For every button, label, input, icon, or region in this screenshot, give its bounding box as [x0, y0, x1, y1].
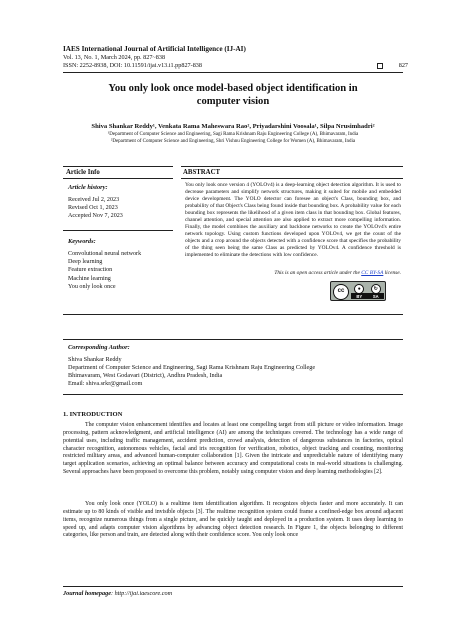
affiliation-1: ¹Department of Computer Science and Engineering, Sagi Rama Krishnam Raju Engineering College (A), Bhimavaram, India [107, 132, 359, 137]
by-label: BY [356, 293, 363, 299]
license-note [185, 270, 401, 276]
keywords-rule [63, 230, 173, 231]
article-info-rule-top [63, 166, 173, 167]
license-prefix: This is an open access article under the [274, 270, 362, 276]
corresponding-rule-bottom [63, 394, 403, 395]
journal-homepage [63, 590, 172, 597]
keyword-list [68, 250, 141, 291]
keywords-label: Keywords: [68, 238, 96, 245]
homepage-label: Journal homepage [63, 590, 111, 597]
article-info-rule-bottom [63, 178, 173, 179]
issn-line [63, 62, 408, 70]
cc-icon: cc [333, 284, 349, 300]
corresponding-dept: Department of Computer Science and Engineering, Sagi Rama Krishnam Raju Engineering College [68, 364, 316, 372]
article-history [68, 196, 123, 221]
article-info-heading: Article Info [66, 169, 100, 176]
affiliation-2: ²Department of Computer Science and Engineering, Shri Vishnu Engineering College for Women (A), Bhimavaram, India [110, 139, 356, 144]
intro-paragraph-2: You only look once (YOLO) is a realtime item identification algorithm. It recognizes objects faster and more accurately. It can estimate up to 80 kinds of visible and invisible objects [3]. The realtime recognition system could frame a confined-edge box around adjacent items, recognize numerous things from a single picture, and be quickly taught and deployed in a production system. It uses deep learning to speed up, and adapts computer vision algorithms by advancing object detection research. In Figure 1, the objects belonging to different categories, like person and train, are detected along with their confidence score. You only look once [63, 501, 403, 539]
cc-license-badge[interactable] [330, 281, 386, 301]
article-history-label: Article history: [68, 184, 108, 191]
corresponding-name: Shiva Shankar Reddy [68, 356, 122, 363]
abstract-end-rule [63, 314, 403, 315]
attribution-person-icon: ● [354, 284, 364, 294]
volume-line: Vol. 13, No. 1, March 2024, pp. 827~838 [63, 54, 166, 61]
abstract-rule-bottom [181, 178, 403, 179]
header-rule [63, 72, 403, 73]
corresponding-author-block [68, 356, 403, 388]
cc-by-sa-link[interactable]: CC BY-SA [361, 270, 384, 276]
journal-name: IAES International Journal of Artificial Intelligence (IJ-AI) [63, 45, 246, 53]
corresponding-address: Bhimavaram, West Godavari (District), Andhra Pradesh, India [68, 372, 223, 380]
received-date: Received Jul 2, 2023 [68, 197, 120, 203]
corresponding-email: Email: shiva.srkr@gmail.com [68, 380, 143, 388]
corresponding-rule-top [63, 339, 403, 340]
keyword-item: Convolutional neural network [68, 251, 142, 257]
journal-header [63, 45, 408, 70]
accepted-date: Accepted Nov 7, 2023 [68, 213, 123, 220]
homepage-url[interactable]: : http://ijai.iaescore.com [110, 590, 173, 597]
issn-text: ISSN: 2252-8938, DOI: 10.11591/ijai.v13.i1.pp827-838 [63, 62, 202, 69]
intro-paragraph-1: The computer vision enhancement identifies and locates at least one compelling target from still picture or video information. Image processing, pattern acknowledgment, and artificial intelligence (AI) are among the techniques covered. The technology has a wide range of potential uses, including traffic management, accident prediction, crowd analysis, detection of dangerous substances in factories, optical character recognition, autonomous vehicles, facial and iris recognition for verification, robotics, object tracking and counting, monitoring restricted military areas, and advanced human-computer collaboration [1]. Given the intricate and unpredictable nature of identifying many target application scenarios, achieving an optimal balance between accuracy and computational costs in real-world situations is challenging. Several approaches have been proposed to overcome this problem, notably using computer vision and deep learning methodologies [2]. [63, 422, 403, 476]
share-alike-icon: ↻ [371, 284, 381, 294]
corresponding-author-label: Corresponding Author: [68, 344, 130, 351]
author-list: Shiva Shankar Reddy¹, Venkata Rama Maheswara Rao², Priyadarshini Voosala¹, Silpa Nrusimhadri² [91, 123, 375, 130]
checkbox-icon [377, 63, 383, 69]
abstract-rule-top [181, 166, 403, 167]
title-line-1: You only look once model-based object identification in [108, 83, 358, 94]
keyword-item: Machine learning [68, 275, 111, 282]
paper-title [63, 82, 403, 108]
page-number: 827 [398, 62, 408, 69]
footer-rule [63, 586, 403, 587]
revised-date: Revised Oct 1, 2023 [68, 205, 118, 212]
cc-terms-bar [351, 293, 384, 299]
abstract-heading: ABSTRACT [183, 169, 221, 176]
keyword-item: Feature extraction [68, 267, 113, 274]
sa-label: SA [372, 293, 379, 299]
license-suffix: license. [383, 270, 401, 276]
keyword-item: Deep learning [68, 259, 103, 266]
abstract-text: You only look once version 4 (YOLOv4) is a deep-learning object detection algorithm. It is used to decrease parameters and simplify network structures, making it suited for mobile and embedded device development. The YOLO detector can foresee an object's Class, bounding box, and probability of that Object's Class being found inside that bounding box. A probability value for each bounding box represents the likelihood of a given item class in that bounding box. Global features, channel attention, and special attention are also applied to extract more compelling information. Finally, the model combines the auxiliary and backbone networks to create the YOLOv4's entire network topology. Using custom functions developed upon YOLOv4, we get the count of the objects and a crop around the objects detected with a confidence score that specifies the probability of the thing seen being the same Class as predicted by YOLOv4. A confidence threshold is implemented to eliminate the detections with low confidence. [185, 182, 401, 258]
keyword-item: You only look once [68, 283, 116, 290]
introduction-heading: 1. INTRODUCTION [63, 411, 123, 418]
title-line-2: computer vision [196, 96, 270, 107]
